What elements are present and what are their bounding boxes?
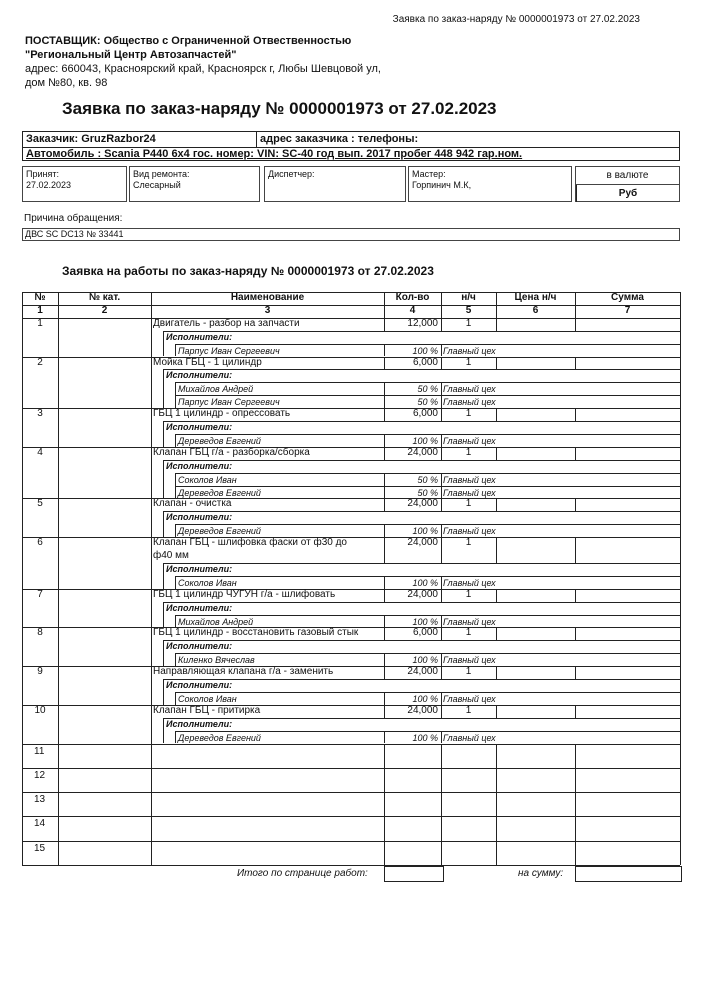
reason-value: ДВС SC DC13 № 33441 <box>22 228 680 241</box>
supplier-address-2: дом №80, кв. 98 <box>25 77 108 89</box>
customer-label: Заказчик: GruzRazbor24 <box>26 133 156 145</box>
master-value: Горпинич М.К, <box>412 180 472 190</box>
performer-shop: Главный цех <box>443 397 496 408</box>
document-reference: Заявка по заказ-наряду № 0000001973 от 27.02.2023 <box>392 14 640 25</box>
performer-name: Соколов Иван <box>178 474 237 485</box>
work-name: Мойка ГБЦ - 1 цилиндр <box>153 356 262 368</box>
column-number: 6 <box>532 304 539 316</box>
row-number: 3 <box>37 408 43 420</box>
performers-label: Исполнители: <box>166 563 233 574</box>
performer-shop: Главный цех <box>443 435 496 446</box>
work-name: Клапан ГБЦ - шлифовка фаски от ф30 до <box>153 537 347 549</box>
supplier-block <box>25 34 385 90</box>
work-name: Клапан - очистка <box>153 498 232 510</box>
performers-label: Исполнители: <box>166 422 233 432</box>
footer-sum-box <box>575 866 682 882</box>
work-name: Клапан ГБЦ г/а - разборка/сборка <box>153 446 310 458</box>
performer-shop: Главный цех <box>443 345 496 356</box>
supplier-address: адрес: 660043, Красноярский край, Красноярск г, Любы Шевцовой ул, <box>25 63 381 75</box>
performer-name: Парпус Иван Сергеевич <box>178 397 280 408</box>
row-number: 4 <box>37 446 43 458</box>
work-quantity: 24,000 <box>407 537 438 549</box>
performer-name: Михайлов Андрей <box>178 616 254 627</box>
performer-shop: Главный цех <box>443 384 496 395</box>
column-header: Кол-во <box>395 292 430 303</box>
currency-value: Руб <box>576 185 679 202</box>
accepted-box <box>22 166 127 202</box>
performer-name: Дереведов Евгений <box>178 526 261 537</box>
column-number: 3 <box>264 304 271 316</box>
performer-percent: 100 % <box>412 693 438 704</box>
work-norm-hours: 1 <box>465 666 472 678</box>
footer-total-label: Итого по странице работ: <box>237 868 368 879</box>
work-quantity: 6,000 <box>412 627 438 639</box>
work-norm-hours: 1 <box>465 446 472 458</box>
supplier-line-2: "Региональный Центр Автозапчастей" <box>25 49 237 61</box>
work-norm-hours: 1 <box>465 408 472 420</box>
footer-total-box <box>384 866 444 882</box>
work-norm-hours: 1 <box>465 588 472 600</box>
work-name: Направляющая клапана г/а - заменить <box>153 666 334 678</box>
work-norm-hours: 1 <box>465 704 472 716</box>
dispatcher-box <box>264 166 406 202</box>
performers-label: Исполнители: <box>166 641 233 652</box>
performer-percent: 100 % <box>412 732 438 743</box>
row-number: 8 <box>37 627 43 639</box>
work-name: ГБЦ 1 цилиндр ЧУГУН г/а - шлифовать <box>153 588 336 600</box>
performers-label: Исполнители: <box>166 512 233 523</box>
performer-name: Соколов Иван <box>178 693 237 704</box>
client-info-box <box>22 131 680 161</box>
performer-percent: 50 % <box>417 384 438 395</box>
empty-row-number: 14 <box>34 818 46 830</box>
performer-percent: 100 % <box>412 655 438 666</box>
performer-percent: 100 % <box>412 526 438 537</box>
performers-label: Исполнители: <box>166 460 233 471</box>
work-name: Двигатель - разбор на запчасти <box>153 317 300 329</box>
work-name: Клапан ГБЦ - притирка <box>153 704 261 716</box>
repair-type-label: Вид ремонта: <box>133 169 190 179</box>
work-norm-hours: 1 <box>465 627 472 639</box>
performer-name: Дереведов Евгений <box>178 487 261 498</box>
row-number: 2 <box>37 356 43 368</box>
empty-row-number: 11 <box>34 745 45 757</box>
accepted-label: Принят: <box>26 169 59 179</box>
performer-shop: Главный цех <box>443 616 496 627</box>
column-number: 7 <box>624 304 631 316</box>
row-number: 7 <box>37 588 43 600</box>
performer-shop: Главный цех <box>443 655 496 666</box>
supplier-line-1: ПОСТАВЩИК: Общество с Ограниченной Отвественностью <box>25 35 352 47</box>
column-header: н/ч <box>461 292 476 303</box>
empty-row-number: 13 <box>34 794 46 806</box>
work-quantity: 24,000 <box>407 588 438 600</box>
empty-row-number: 12 <box>34 769 46 781</box>
performer-shop: Главный цех <box>443 474 496 485</box>
performer-shop: Главный цех <box>443 526 496 537</box>
row-number: 10 <box>34 704 46 716</box>
performer-name: Дереведов Евгений <box>178 732 261 743</box>
performer-name: Михайлов Андрей <box>178 384 254 395</box>
work-quantity: 12,000 <box>407 317 438 329</box>
performer-percent: 50 % <box>417 487 438 498</box>
work-quantity: 6,000 <box>412 356 438 368</box>
work-quantity: 24,000 <box>407 666 438 678</box>
performer-shop: Главный цех <box>443 693 496 704</box>
performer-name: Соколов Иван <box>178 577 237 588</box>
row-number: 9 <box>37 666 43 678</box>
empty-row-number: 15 <box>34 842 46 854</box>
currency-box <box>575 166 680 202</box>
work-norm-hours: 1 <box>465 317 472 329</box>
work-norm-hours: 1 <box>465 498 472 510</box>
work-norm-hours: 1 <box>465 356 472 368</box>
performer-shop: Главный цех <box>443 732 496 743</box>
work-quantity: 24,000 <box>407 446 438 458</box>
performers-label: Исполнители: <box>166 331 233 342</box>
reason-label: Причина обращения: <box>24 213 123 224</box>
work-quantity: 24,000 <box>407 498 438 510</box>
performer-percent: 50 % <box>417 397 438 408</box>
work-name: ГБЦ 1 цилиндр - восстановить газовый стык <box>153 627 359 639</box>
column-number: 2 <box>101 304 108 316</box>
work-name-continued: ф40 мм <box>153 550 189 561</box>
work-quantity: 24,000 <box>407 704 438 716</box>
row-number: 6 <box>37 537 43 549</box>
repair-type-value: Слесарный <box>133 180 181 190</box>
performer-percent: 100 % <box>412 616 438 627</box>
performers-label: Исполнители: <box>166 718 233 729</box>
repair-type-box <box>129 166 260 202</box>
performers-label: Исполнители: <box>166 370 233 381</box>
vehicle-info: Автомобиль : Scania P440 6x4 гос. номер: VIN: SC-40 год вып. 2017 пробег 448 942 гар.ном. <box>26 148 523 160</box>
master-box <box>408 166 572 202</box>
column-header: Цена н/ч <box>514 292 557 303</box>
footer-sum-label: на сумму: <box>518 868 564 879</box>
performer-name: Киленко Вячеслав <box>178 655 255 666</box>
dispatcher-label: Диспетчер: <box>268 169 315 179</box>
column-header: Наименование <box>230 292 305 303</box>
column-number: 5 <box>465 304 472 316</box>
column-header: № кат. <box>88 292 121 303</box>
column-header: Сумма <box>611 292 644 303</box>
work-name: ГБЦ 1 цилиндр - опрессовать <box>153 408 291 420</box>
performer-name: Дереведов Евгений <box>178 435 261 446</box>
page-title: Заявка по заказ-наряду № 0000001973 от 27.02.2023 <box>62 99 497 118</box>
column-number: 4 <box>409 304 416 316</box>
row-number: 1 <box>37 317 43 329</box>
works-title: Заявка на работы по заказ-наряду № 0000001973 от 27.02.2023 <box>62 264 434 278</box>
performers-label: Исполнители: <box>166 602 233 613</box>
row-number: 5 <box>37 498 43 510</box>
accepted-value: 27.02.2023 <box>26 180 72 190</box>
performer-percent: 50 % <box>417 474 438 485</box>
performer-shop: Главный цех <box>443 577 496 588</box>
work-quantity: 6,000 <box>412 408 438 420</box>
customer-address-phones: адрес заказчика : телефоны: <box>260 133 419 145</box>
master-label: Мастер: <box>412 169 446 179</box>
column-number: 1 <box>37 304 43 316</box>
performer-percent: 100 % <box>412 577 438 588</box>
column-header: № <box>34 292 46 303</box>
performer-percent: 100 % <box>412 435 438 446</box>
performer-name: Парпус Иван Сергеевич <box>178 345 280 356</box>
currency-label: в валюте <box>576 167 679 185</box>
performer-shop: Главный цех <box>443 487 496 498</box>
work-norm-hours: 1 <box>465 537 472 549</box>
performers-label: Исполнители: <box>166 680 233 690</box>
performer-percent: 100 % <box>412 345 438 356</box>
